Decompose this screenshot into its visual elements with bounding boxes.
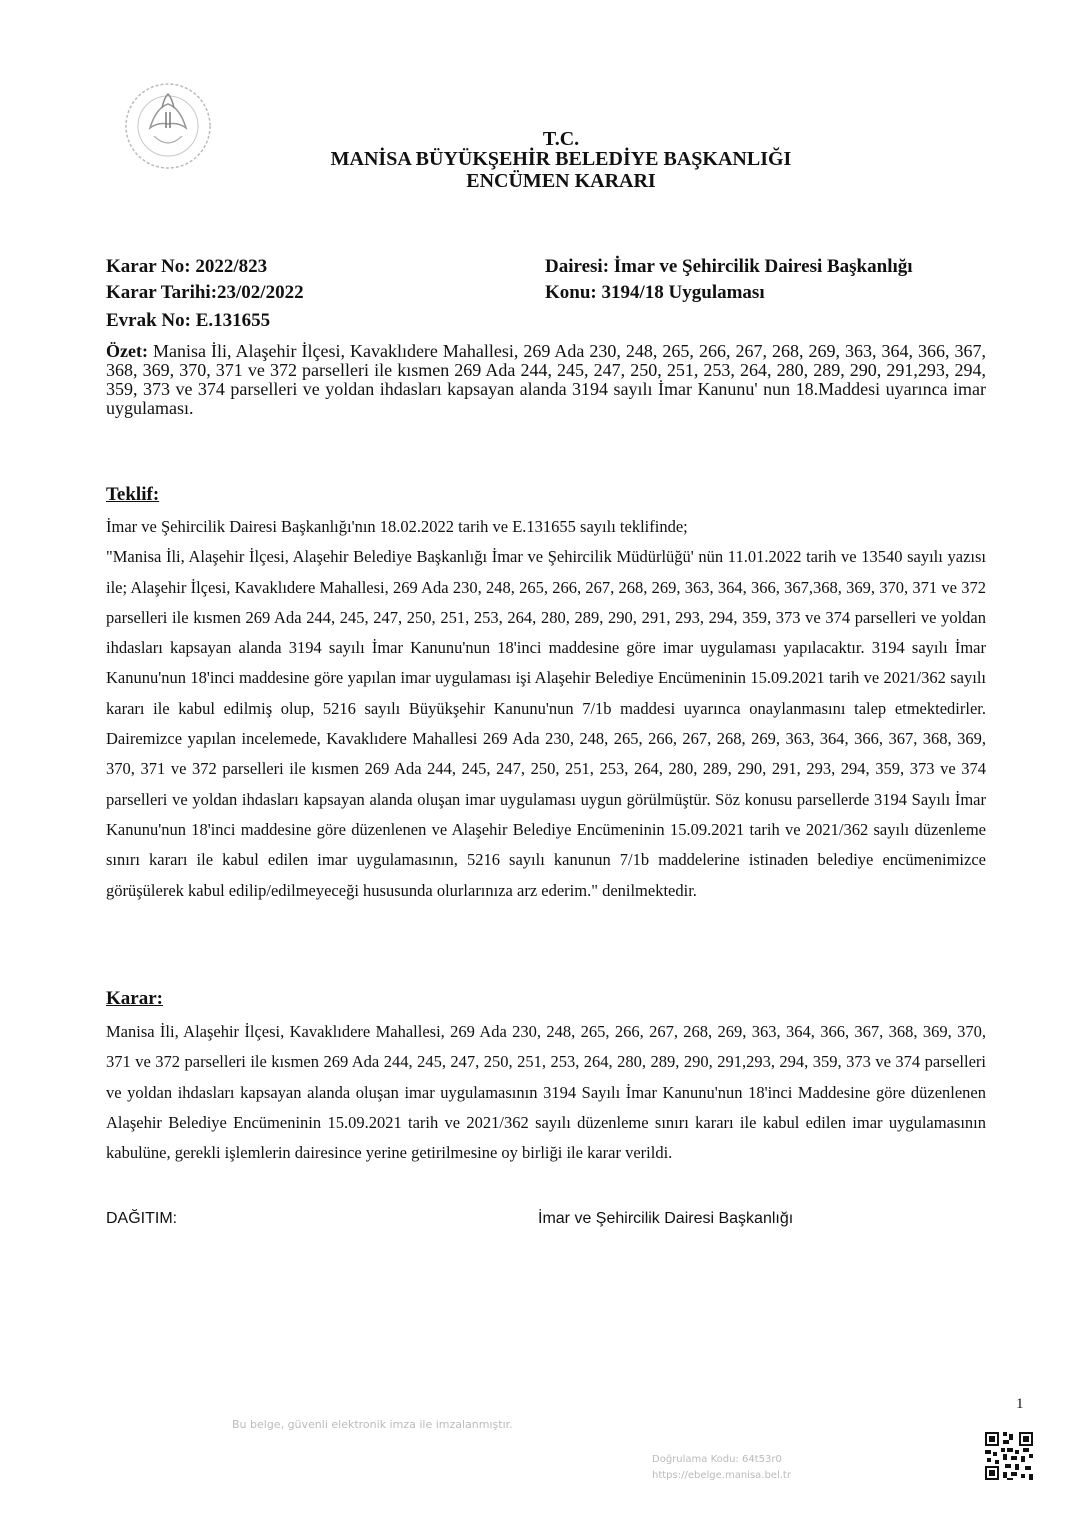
header-document-type: ENCÜMEN KARARI <box>466 170 656 192</box>
summary-text: Manisa İli, Alaşehir İlçesi, Kavaklıdere Mahallesi, 269 Ada 230, 248, 265, 266, 267, 268, 269, 363, 364, 366, 367, 368, 369, 370, 371 ve 372 parselleri ile kısmen 269 Ada 244, 245, 247, 250, 251, 253, 264, 280, 289, 290, 291,293, 294, 359, 373 ve 374 parselleri ve yoldan ihdasları kapsayan alanda 3194 sayılı İmar Kanunu' nun 18.Maddesi uyarınca imar uygulaması. <box>106 341 986 418</box>
karar-no-value: 2022/823 <box>195 256 268 277</box>
header-institution: MANİSA BÜYÜKŞEHİR BELEDİYE BAŞKANLIĞI <box>330 148 792 170</box>
dagitim-label: DAĞITIM: <box>106 1210 178 1227</box>
karar-no-label: Karar No: <box>106 256 191 277</box>
karar-section <box>106 1017 986 1168</box>
page-number: 1 <box>1016 1396 1024 1412</box>
karar-tarihi-label: Karar Tarihi: <box>106 282 218 303</box>
karar-body: Manisa İli, Alaşehir İlçesi, Kavaklıdere Mahallesi, 269 Ada 230, 248, 265, 266, 267, 268, 269, 363, 364, 366, 367, 368, 369, 370, 371 ve 372 parselleri ile kısmen 269 Ada 244, 245, 247, 250, 251, 253, 264, 280, 289, 290, 291,293, 294, 359, 373 ve 374 parselleri ve yoldan ihdasları kapsayan alanda oluşan imar uygulamasının 3194 Sayılı İmar Kanunu'nun 18'inci Maddesine göre düzenlenen Alaşehir Belediye Encümeninin 15.09.2021 tarih ve 2021/362 sayılı düzenleme sınırı kararı ile kabul edilen imar uygulamasının kabulüne, gerekli işlemlerin dairesince yerine getirilmesine oy birliği ile karar verildi. <box>106 1022 986 1163</box>
qr-code-icon <box>983 1430 1035 1482</box>
summary <box>106 342 986 418</box>
teklif-body: "Manisa İli, Alaşehir İlçesi, Alaşehir Belediye Başkanlığı İmar ve Şehircilik Müdürlüğü' nün 11.01.2022 tarih ve 13540 sayılı yazısı ile; Alaşehir İlçesi, Kavaklıdere Mahallesi, 269 Ada 230, 248, 265, 266, 267, 268, 269, 363, 364, 366, 367,368, 369, 370, 371 ve 372 parselleri ile kısmen 269 Ada 244, 245, 247, 250, 251, 253, 264, 280, 289, 290, 291, 293, 294, 359, 373 ve 374 parselleri ve yoldan ihdasları kapsayan alanda 3194 sayılı İmar Kanunu'nun 18'inci maddesine göre imar uygulaması yapılacaktır. 3194 sayılı İmar Kanunu'nun 18'inci maddesine göre yapılan imar uygulaması işi Alaşehir Belediye Encümeninin 15.09.2021 tarih ve 2021/362 sayılı kararı ile kabul edilmiş olup, 5216 sayılı Büyükşehir Kanunu'nun 7/1b maddesi uyarınca onaylanmasını talep etmektedirler. Dairemizce yapılan incelemede, Kavaklıdere Mahallesi 269 Ada 230, 248, 265, 266, 267, 268, 269, 363, 364, 366, 367, 368, 369, 370, 371 ve 372 parselleri ile kısmen 269 Ada 244, 245, 247, 250, 251, 253, 264, 280, 289, 290, 291, 293, 294, 359, 373 ve 374 parselleri ve yoldan ihdasları kapsayan alanda oluşan imar uygulaması uygun görülmüştür. Söz konusu parsellerde 3194 Sayılı İmar Kanunu'nun 18'inci maddesine göre düzenlenen ve Alaşehir Belediye Encümeninin 15.09.2021 tarih ve 2021/362 sayılı düzenleme sınırı kararı ile kabul edilen imar uygulamasının, 5216 sayılı kanunun 7/1b maddelerine istinaden belediye encümenimizce görüşülerek kabul edilip/edilmeyeceği hususunda olurlarınıza arz ederim." denilmektedir. <box>106 547 986 900</box>
teklif-section <box>106 512 986 906</box>
dairesi-label: Dairesi: <box>545 256 610 277</box>
karar-title: Karar: <box>106 988 163 1009</box>
evrak-no-row <box>106 310 270 332</box>
verify-code: Doğrulama Kodu: 64t53r0 <box>652 1454 782 1465</box>
konu-row <box>545 282 765 304</box>
summary-label: Özet: <box>106 341 148 361</box>
evrak-no-label: Evrak No: <box>106 310 191 331</box>
teklif-intro: İmar ve Şehircilik Dairesi Başkanlığı'nın 18.02.2022 tarih ve E.131655 sayılı teklifinde; <box>106 517 688 536</box>
karar-no-row <box>106 256 267 278</box>
verify-url[interactable]: https://ebelge.manisa.bel.tr <box>652 1470 791 1481</box>
dairesi-row <box>545 256 913 278</box>
dagitim-recipient: İmar ve Şehircilik Dairesi Başkanlığı <box>538 1210 794 1227</box>
konu-label: Konu: <box>545 282 597 303</box>
karar-tarihi-value: 23/02/2022 <box>217 282 304 303</box>
karar-tarihi-row <box>106 282 304 304</box>
evrak-no-value: E.131655 <box>195 310 271 331</box>
konu-value: 3194/18 Uygulaması <box>601 282 765 303</box>
dairesi-value: İmar ve Şehircilik Dairesi Başkanlığı <box>613 256 913 277</box>
header-tc: T.C. <box>542 128 580 150</box>
esign-note: Bu belge, güvenli elektronik imza ile imzalanmıştır. <box>232 1418 513 1431</box>
teklif-title: Teklif: <box>106 484 160 505</box>
